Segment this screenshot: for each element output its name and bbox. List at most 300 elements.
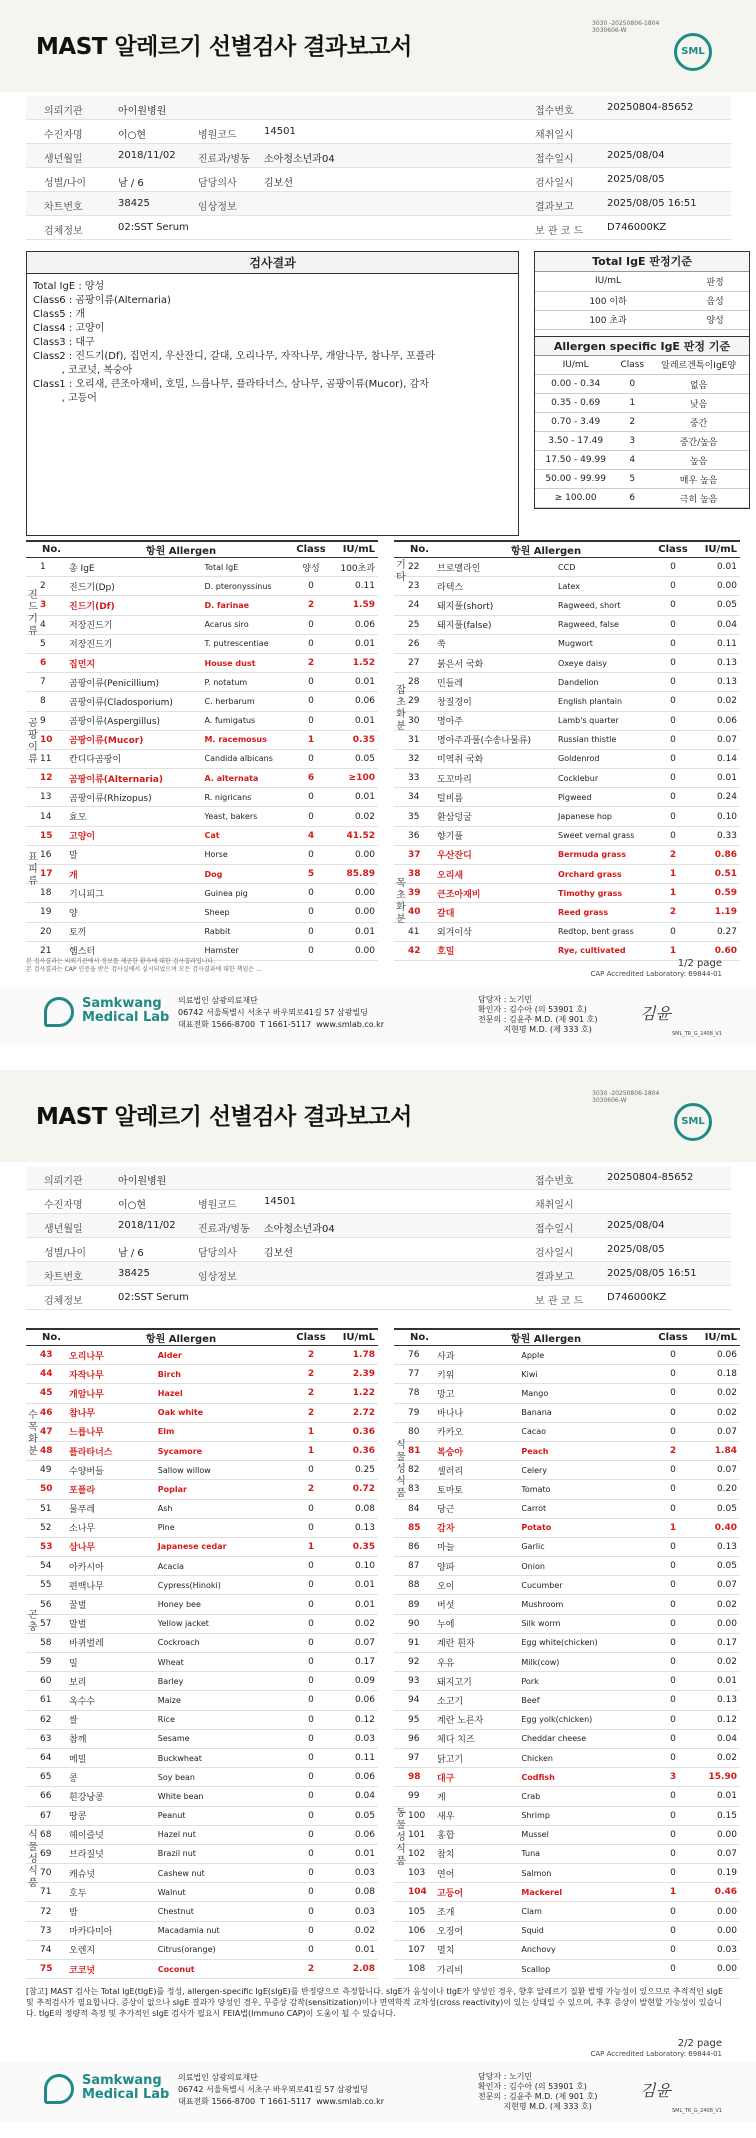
allergen-name-en: Salmon [518,1864,654,1883]
label: 접수일시 [535,154,574,165]
chart-no: 38425 [118,1268,150,1279]
allergen-name-ko: 캐슈넛 [66,1864,155,1883]
allergen-name-en: Candida albicans [202,749,292,768]
allergen-name-en: Dog [202,865,292,884]
sex-age: 남 / 6 [118,178,144,189]
allergen-name-ko: 돼지풀(false) [434,615,555,634]
allergen-no: 13 [26,788,66,807]
samkwang-logo-icon [44,2074,74,2104]
company-address: 의료법인 삼광의료재단 06742 서울특별시 서초구 바우뫼로41길 57 삼광빌딩 대표전화 1566-8700 T 1661-5117 www.smlab.co.kr [178,2073,385,2106]
label: 병원코드 [198,130,237,141]
allergen-no: 108 [394,1960,434,1979]
allergen-value: 0.05 [330,749,378,768]
allergen-value: 0.35 [330,1537,378,1556]
allergen-name-en: Latex [555,577,654,596]
allergen-class: 0 [654,1748,692,1767]
storage-code: D746000KZ [607,222,667,233]
allergen-name-en: Oxeye daisy [555,653,654,672]
allergen-name-en: Total IgE [202,558,292,577]
group-label: 진드기류 [28,590,38,637]
allergen-name-ko: 조개 [434,1902,518,1921]
allergen-name-en: Cocklebur [555,769,654,788]
allergen-name-ko: 브로멜라인 [434,558,555,577]
label: 결과보고 [535,1272,574,1283]
allergen-no: 82 [394,1461,434,1480]
department: 소아청소년과04 [264,154,335,165]
allergen-value: 0.60 [692,941,740,960]
allergen-class: 0 [292,1633,330,1652]
allergen-class: 0 [292,1787,330,1806]
allergen-name-ko: 곰팡이류(Rhizopus) [66,788,202,807]
allergen-name-ko: 메밀 [66,1748,155,1767]
allergen-name-ko: 물푸레 [66,1499,155,1518]
allergen-value: 0.10 [330,1557,378,1576]
allergen-value: 0.00 [692,1921,740,1940]
allergen-value: 0.19 [692,1864,740,1883]
allergen-value: 0.02 [330,1614,378,1633]
allergen-name-ko: 땅콩 [66,1806,155,1825]
allergen-row [26,1787,378,1806]
allergen-table-right [394,540,740,961]
allergen-value: 0.03 [330,1729,378,1748]
allergen-no: 103 [394,1864,434,1883]
signature: 김윤 [640,2081,671,2100]
allergen-row [26,1518,378,1537]
allergen-no: 20 [26,922,66,941]
allergen-value: 0.06 [330,1825,378,1844]
allergen-name-en: Reed grass [555,903,654,922]
label: 접수번호 [535,106,574,117]
allergen-no: 12 [26,769,66,788]
allergen-no: 34 [394,788,434,807]
allergen-name-en: Birch [155,1365,292,1384]
allergen-no: 43 [26,1346,66,1365]
allergen-class: 0 [654,749,692,768]
form-code: SML_TR_G_2408_V1 [671,2108,722,2114]
allergen-class: 0 [654,1710,692,1729]
allergen-row [394,749,740,768]
allergen-name-ko: 우유 [434,1653,518,1672]
samkwang-logo-icon [44,997,74,1027]
allergen-value: 0.00 [330,884,378,903]
allergen-name-ko: 효모 [66,807,202,826]
allergen-no: 65 [26,1768,66,1787]
allergen-value: 100초과 [330,558,378,577]
allergen-no: 66 [26,1787,66,1806]
specimen-type: 02:SST Serum [118,1292,189,1303]
allergen-row [394,1748,740,1767]
allergen-no: 24 [394,596,434,615]
allergen-row [394,865,740,884]
allergen-row [394,1653,740,1672]
allergen-name-en: R. nigricans [202,788,292,807]
allergen-no: 42 [394,941,434,960]
allergen-value: 0.04 [692,615,740,634]
allergen-name-en: Ragweed, short [555,596,654,615]
allergen-value: 1.78 [330,1346,378,1365]
allergen-class: 0 [292,845,330,864]
result-summary: Total IgE : 양성 Class6 : 곰팡이류(Alternaria) Class5 : 개 Class4 : 고양이 Class3 : 대구 Class2 : 진드기(Df), 집먼지, 우산잔디, 갈대, 오리나무, 자작나무, 개암나무, 참나무, 포플라 , 코코넛, 복숭아 Class1 : 오리새, 큰조아재비, 호밀, 느릅나무, 플라타너스, 삼나무, 곰팡이류(Mucor), 감자 , 고등어 [33,281,436,404]
allergen-class: 1 [654,884,692,903]
allergen-row [394,711,740,730]
allergen-name-ko: 우산잔디 [434,845,555,864]
allergen-value: 0.00 [692,1825,740,1844]
allergen-name-en: English plantain [555,692,654,711]
allergen-class: 0 [292,1748,330,1767]
group-label: 표피류 [28,852,38,887]
allergen-value: 0.59 [692,884,740,903]
allergen-name-en: C. herbarum [202,692,292,711]
allergen-value: 0.00 [692,1960,740,1979]
allergen-name-ko: 민들레 [434,673,555,692]
allergen-row [26,1633,378,1652]
allergen-row [26,749,378,768]
doctor: 김보선 [264,1248,293,1259]
allergen-class: 0 [654,1384,692,1403]
allergen-name-ko: 게 [434,1787,518,1806]
allergen-name-en: Mango [518,1384,654,1403]
institution: 아이원병원 [118,1176,167,1187]
allergen-name-en: Acacia [155,1557,292,1576]
label: 검체정보 [44,1296,83,1307]
allergen-name-en: Japanese cedar [155,1537,292,1556]
allergen-no: 10 [26,730,66,749]
allergen-value: 0.01 [330,1595,378,1614]
allergen-class: 0 [292,1921,330,1940]
column-header: 항원 Allergen [434,541,654,558]
allergen-row [26,615,378,634]
allergen-class: 0 [292,941,330,960]
allergen-no: 49 [26,1461,66,1480]
allergen-class: 0 [654,1557,692,1576]
allergen-row [394,788,740,807]
allergen-name-en: Cat [202,826,292,845]
report-title: MAST 알레르기 선별검사 결과보고서 [36,34,412,60]
column-header: IU/mL [330,1329,378,1346]
allergen-row [394,1883,740,1902]
group-label: 수목화분 [28,1410,38,1457]
specific-ige-table [535,356,749,509]
allergen-name-ko: 오리새 [434,865,555,884]
allergen-row [26,865,378,884]
allergen-name-ko: 참나무 [66,1403,155,1422]
allergen-name-ko: 밀 [66,1653,155,1672]
cell: 3 [616,432,648,451]
allergen-class: 0 [292,1883,330,1902]
dob: 2018/11/02 [118,1220,176,1231]
allergen-row [394,807,740,826]
allergen-name-en: Rice [155,1710,292,1729]
allergen-name-ko: 참치 [434,1844,518,1863]
allergen-name-en: Sheep [202,903,292,922]
allergen-row [394,1691,740,1710]
allergen-name-en: Chestnut [155,1902,292,1921]
allergen-name-ko: 진드기(Df) [66,596,202,615]
allergen-no: 3 [26,596,66,615]
allergen-name-ko: 자작나무 [66,1365,155,1384]
allergen-name-ko: 대구 [434,1768,518,1787]
allergen-name-ko: 당근 [434,1499,518,1518]
allergen-row [26,1768,378,1787]
allergen-value: 15.90 [692,1768,740,1787]
allergen-row [26,1365,378,1384]
allergen-class: 0 [654,922,692,941]
allergen-no: 78 [394,1384,434,1403]
allergen-value: 2.72 [330,1403,378,1422]
allergen-class: 0 [654,1537,692,1556]
column-header: Class [654,1329,692,1346]
allergen-value: 0.06 [330,1691,378,1710]
allergen-value: 0.03 [330,1902,378,1921]
allergen-name-en: Acarus siro [202,615,292,634]
allergen-value: 2.39 [330,1365,378,1384]
allergen-row [394,1844,740,1863]
allergen-row [394,922,740,941]
allergen-name-en: Elm [155,1422,292,1441]
label: 담당의사 [198,178,237,189]
allergen-no: 98 [394,1768,434,1787]
allergen-no: 54 [26,1557,66,1576]
allergen-row [26,653,378,672]
allergen-name-ko: 오징어 [434,1921,518,1940]
allergen-name-en: A. fumigatus [202,711,292,730]
allergen-value: 0.06 [692,1346,740,1365]
allergen-value: 0.07 [692,1461,740,1480]
allergen-name-en: Goldenrod [555,749,654,768]
allergen-no: 87 [394,1557,434,1576]
allergen-class: 0 [654,1787,692,1806]
patient-info [26,96,731,240]
allergen-row [26,903,378,922]
label: 병원코드 [198,1200,237,1211]
allergen-name-en: Citrus(orange) [155,1940,292,1959]
allergen-class: 0 [292,749,330,768]
allergen-class: 0 [654,615,692,634]
allergen-name-ko: 창질경이 [434,692,555,711]
allergen-value: 0.13 [692,653,740,672]
allergen-class: 0 [292,1902,330,1921]
allergen-name-ko: 포플라 [66,1480,155,1499]
allergen-row [394,1710,740,1729]
label: 결과보고 [535,202,574,213]
allergen-value: 0.01 [330,788,378,807]
doc-id: 3030 -20250806-1804 3030606-W [592,20,660,34]
allergen-name-en: Rye, cultivated [555,941,654,960]
allergen-value: 0.00 [692,577,740,596]
allergen-class: 0 [654,769,692,788]
report-page-2 [0,1070,756,2138]
allergen-name-en: Mussel [518,1825,654,1844]
allergen-class: 2 [292,1480,330,1499]
allergen-name-en: Hamster [202,941,292,960]
allergen-name-ko: 갈대 [434,903,555,922]
header-cell: IU/mL [535,356,616,375]
allergen-name-ko: 코코넛 [66,1960,155,1979]
allergen-row [26,788,378,807]
allergen-no: 15 [26,826,66,845]
allergen-no: 52 [26,1518,66,1537]
allergen-no: 77 [394,1365,434,1384]
allergen-name-ko: 기니피그 [66,884,202,903]
column-header: Class [292,541,330,558]
allergen-no: 25 [394,615,434,634]
allergen-class: 4 [292,826,330,845]
allergen-name-ko: 체다 치즈 [434,1729,518,1748]
allergen-name-en: Carrot [518,1499,654,1518]
allergen-class: 2 [292,596,330,615]
allergen-row [394,653,740,672]
allergen-name-en: Brazil nut [155,1844,292,1863]
allergen-row [26,730,378,749]
allergen-name-en: Shrimp [518,1806,654,1825]
allergen-no: 101 [394,1825,434,1844]
allergen-name-ko: 쑥 [434,634,555,653]
allergen-row [26,1729,378,1748]
allergen-class: 0 [654,1729,692,1748]
allergen-class: 0 [654,1921,692,1940]
allergen-no: 23 [394,577,434,596]
allergen-name-en: Cucumber [518,1576,654,1595]
allergen-row [394,1365,740,1384]
allergen-name-ko: 저장진드기 [66,634,202,653]
allergen-name-en: Sallow willow [155,1461,292,1480]
report-date: 2025/08/05 16:51 [607,1268,697,1279]
column-header: 항원 Allergen [434,1329,654,1346]
allergen-no: 33 [394,769,434,788]
allergen-row [394,634,740,653]
cell: 4 [616,451,648,470]
allergen-value: 0.05 [692,596,740,615]
allergen-class: 0 [654,692,692,711]
allergen-no: 46 [26,1403,66,1422]
patient-name: 이○현 [118,130,147,141]
group-label: 식물성식품 [396,1440,406,1499]
allergen-no: 94 [394,1691,434,1710]
label: 채취일시 [535,130,574,141]
allergen-name-ko: 마늘 [434,1537,518,1556]
allergen-name-en: Scallop [518,1960,654,1979]
allergen-name-ko: 복숭아 [434,1441,518,1460]
allergen-name-en: Peanut [155,1806,292,1825]
dob: 2018/11/02 [118,150,176,161]
allergen-name-ko: 붉은서 국화 [434,653,555,672]
allergen-class: 0 [654,1403,692,1422]
allergen-class: 0 [292,1825,330,1844]
allergen-class: 2 [292,1403,330,1422]
allergen-row [394,1422,740,1441]
allergen-name-ko: 곰팡이류(Aspergillus) [66,711,202,730]
allergen-value: 0.01 [692,1672,740,1691]
allergen-class: 0 [654,788,692,807]
cell: 100 초과 [535,310,681,329]
label: 보 관 코 드 [535,1296,584,1307]
allergen-class: 5 [292,865,330,884]
column-header: No. [26,541,66,558]
allergen-name-ko: 셀러리 [434,1461,518,1480]
allergen-row [394,730,740,749]
cell: 음성 [681,291,749,310]
allergen-no: 6 [26,653,66,672]
label: 진료과/병동 [198,154,250,165]
allergen-value: 0.01 [692,769,740,788]
allergen-row [26,1940,378,1959]
allergen-name-ko: 칸디다곰팡이 [66,749,202,768]
allergen-no: 97 [394,1748,434,1767]
cap-accreditation: CAP Accredited Laboratory: 69844-01 [590,970,722,978]
allergen-name-en: Cypress(Hinoki) [155,1576,292,1595]
allergen-value: 0.00 [692,1614,740,1633]
company-address: 의료법인 삼광의료재단 06742 서울특별시 서초구 바우뫼로41길 57 삼광빌딩 대표전화 1566-8700 T 1661-5117 www.smlab.co.kr [178,996,385,1029]
group-label: 목초화분 [396,878,406,925]
allergen-value: 0.13 [692,1691,740,1710]
allergen-value: 0.04 [692,1729,740,1748]
allergen-name-en: Guinea pig [202,884,292,903]
allergen-no: 30 [394,711,434,730]
allergen-value: 0.12 [692,1710,740,1729]
allergen-row [26,1748,378,1767]
column-header: IU/mL [692,1329,740,1346]
allergen-no: 7 [26,673,66,692]
allergen-class: 0 [654,634,692,653]
reference-note: [참고] MAST 검사는 Total IgE(tIgE)를 정성, allergen-specific IgE(sIgE)를 반정량으로 측정합니다. sIgE가 음성이나 tIgE가 양성인 경우, 향후 알레르기 질환 발병 가능성이 있으므로 추적적인 sIgE 및 추적검사가 필요합니다. 증상이 없으나 sIgE 결과가 양성인 경우, 무증상 감작(sensitization)이나 면역학적 교차성(cross reactivity)이 있는 상태일 수 있으며, 추후 증상이 발현할 가능성이 있습니다. tIgE의 정량적 측정 및 추가적인 sIgE 검사가 필요시 FEIA법(Immuno CAP)이 도움이 될 수 있습니다. [26,1987,726,2018]
allergen-value: 0.18 [692,1365,740,1384]
allergen-no: 106 [394,1921,434,1940]
allergen-no: 81 [394,1441,434,1460]
allergen-no: 86 [394,1537,434,1556]
allergen-no: 39 [394,884,434,903]
allergen-no: 79 [394,1403,434,1422]
label: 성별/나이 [44,1248,87,1259]
cell: 높음 [648,451,749,470]
allergen-row [26,1921,378,1940]
allergen-value: 0.07 [330,1633,378,1652]
allergen-name-ko: 도꼬마리 [434,769,555,788]
allergen-no: 53 [26,1537,66,1556]
allergen-name-ko: 고양이 [66,826,202,845]
institution: 아이원병원 [118,106,167,117]
allergen-value: 0.07 [692,1576,740,1595]
allergen-no: 45 [26,1384,66,1403]
allergen-row [26,1672,378,1691]
allergen-name-ko: 홍합 [434,1825,518,1844]
allergen-class: 2 [654,1441,692,1460]
allergen-row [394,1633,740,1652]
allergen-no: 21 [26,941,66,960]
allergen-row [26,596,378,615]
allergen-no: 29 [394,692,434,711]
allergen-class: 2 [292,1346,330,1365]
allergen-name-en: Barley [155,1672,292,1691]
allergen-name-en: Ash [155,1499,292,1518]
allergen-no: 72 [26,1902,66,1921]
group-label: 식물성식품 [28,1830,38,1889]
allergen-row [394,826,740,845]
allergen-row [26,692,378,711]
allergen-row [26,1537,378,1556]
allergen-class: 0 [292,1940,330,1959]
allergen-name-en: Wheat [155,1653,292,1672]
allergen-row [394,884,740,903]
allergen-value: 0.01 [692,558,740,577]
allergen-name-en: Sesame [155,1729,292,1748]
allergen-class: 2 [292,1960,330,1979]
allergen-class: 0 [292,1595,330,1614]
allergen-row [26,1461,378,1480]
allergen-row [26,1557,378,1576]
allergen-name-ko: 누에 [434,1614,518,1633]
cell: 극히 높음 [648,489,749,508]
company-name: Samkwang Medical Lab [82,996,170,1025]
